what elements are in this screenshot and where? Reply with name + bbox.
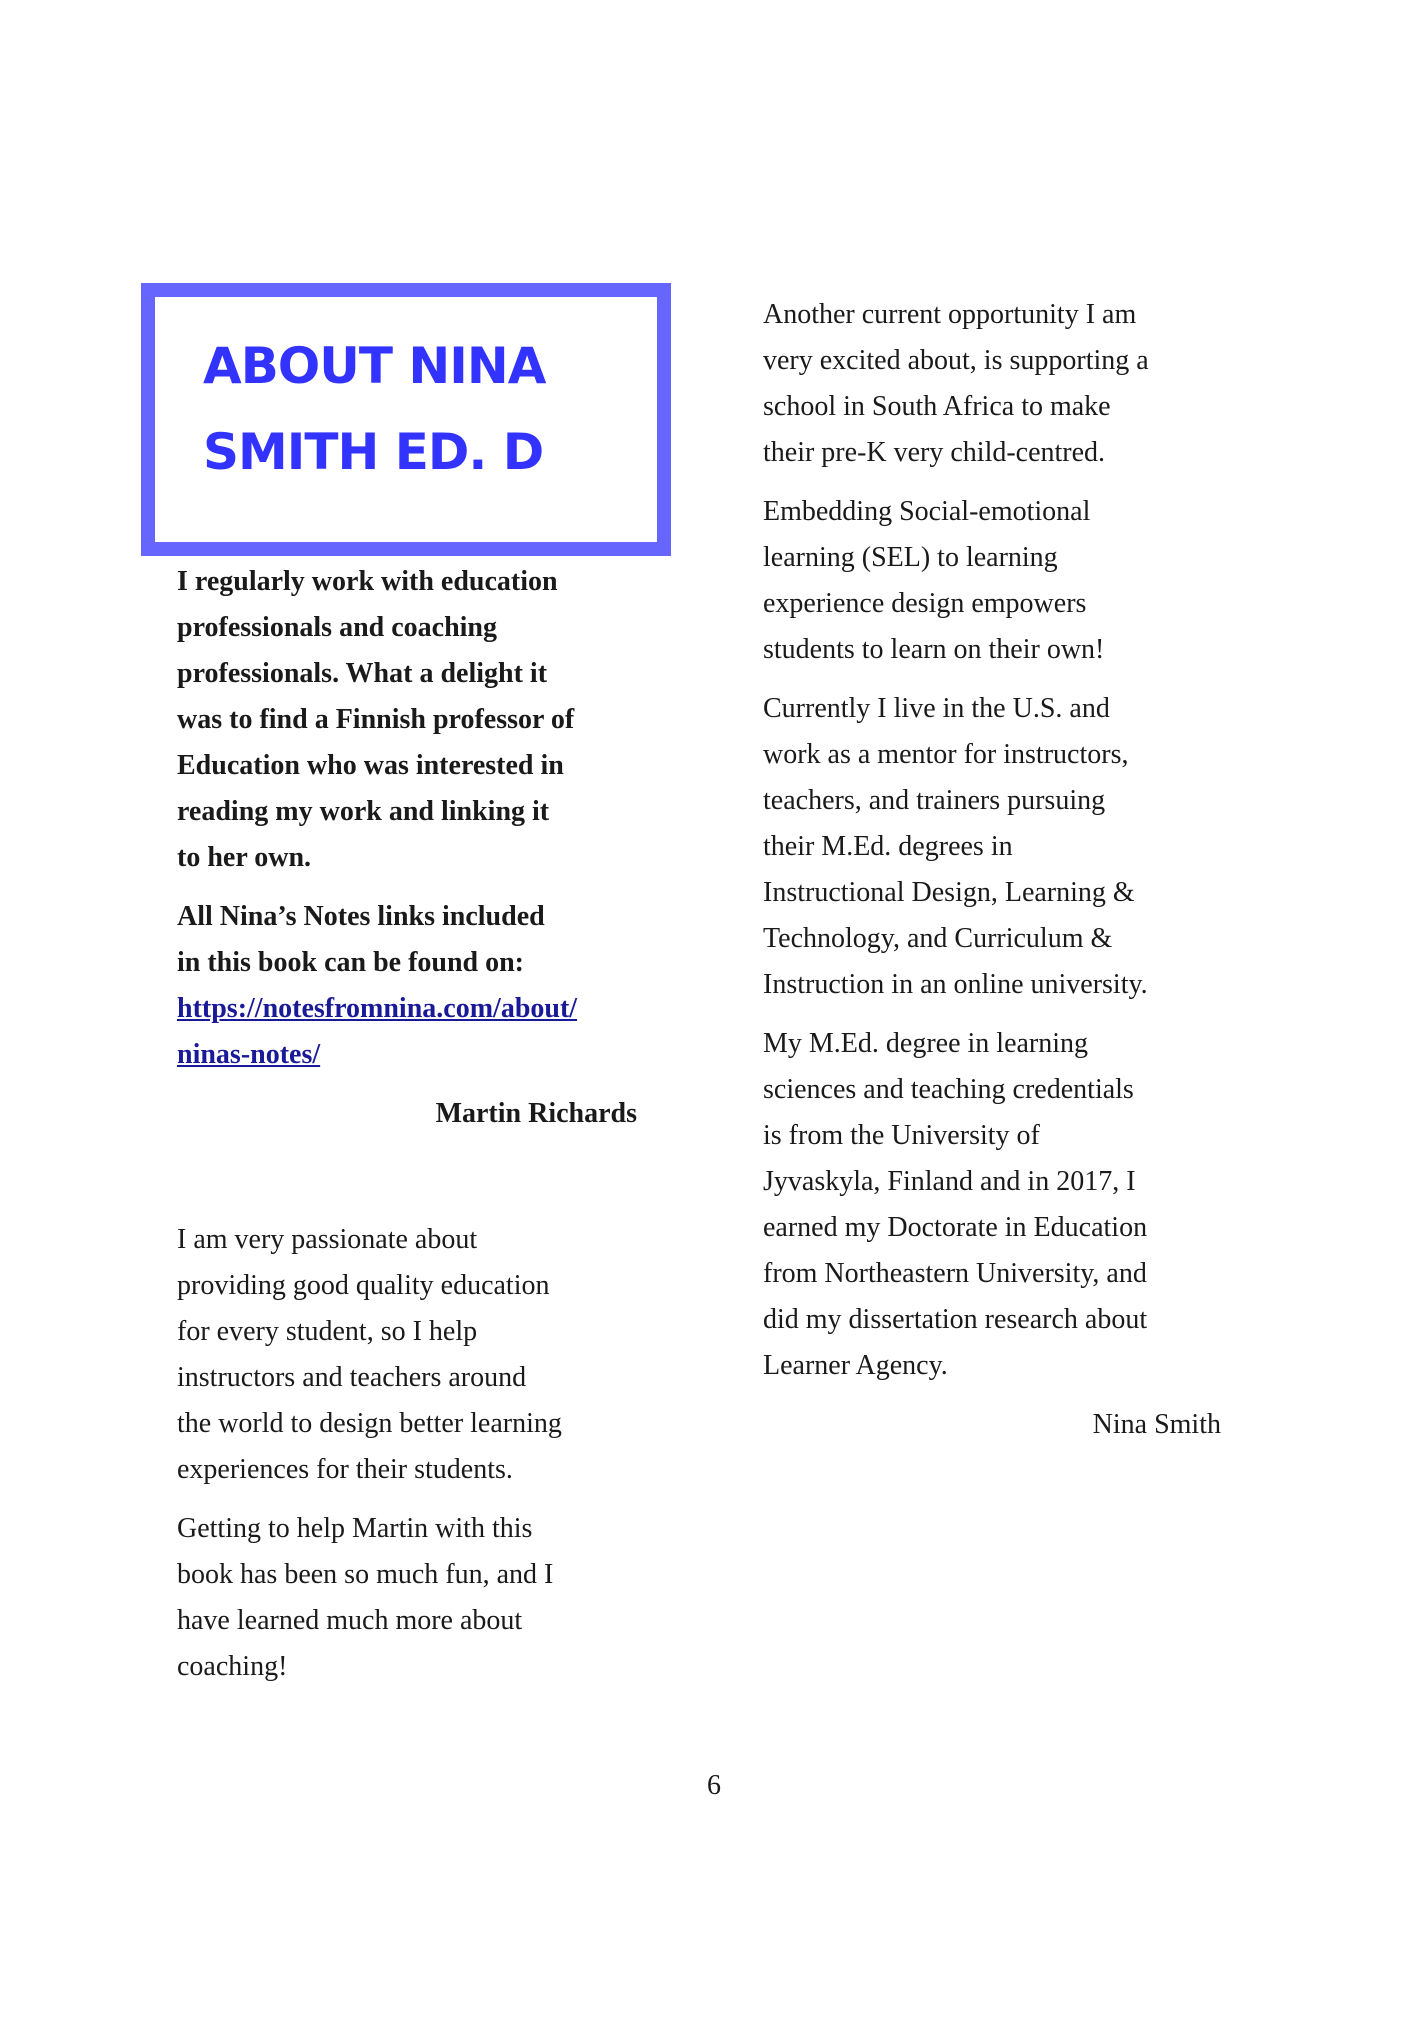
text-line: Instructional Design, Learning &: [763, 877, 1135, 908]
text-line: the world to design better learning: [177, 1408, 562, 1439]
signature-nina: Nina Smith: [1092, 1409, 1221, 1440]
paragraph: [177, 1217, 637, 1493]
paragraph: [763, 489, 1221, 673]
text-line: Education who was interested in: [177, 750, 564, 781]
text-line: from Northeastern University, and: [763, 1258, 1147, 1289]
text-line: Jyvaskyla, Finland and in 2017, I: [763, 1166, 1136, 1197]
text-line: learning (SEL) to learning: [763, 542, 1058, 573]
text-line: did my dissertation research about: [763, 1304, 1148, 1335]
text-line: teachers, and trainers pursuing: [763, 785, 1106, 816]
text-line: providing good quality education: [177, 1270, 550, 1301]
text-line: professionals. What a delight it: [177, 658, 548, 689]
left-column-top: [177, 559, 637, 1150]
text-line: sciences and teaching credentials: [763, 1074, 1134, 1105]
signature-martin: Martin Richards: [435, 1098, 637, 1129]
text-line: is from the University of: [763, 1120, 1040, 1151]
text-line: school in South Africa to make: [763, 391, 1111, 422]
text-line: I am very passionate about: [177, 1224, 478, 1255]
paragraph: [763, 686, 1221, 1008]
text-line: their M.Ed. degrees in: [763, 831, 1013, 862]
text-line: Another current opportunity I am: [763, 299, 1137, 330]
page-title-line-1: ABOUT NINA: [203, 337, 546, 395]
text-line: students to learn on their own!: [763, 634, 1105, 665]
text-line: coaching!: [177, 1651, 288, 1682]
text-line: Instruction in an online university.: [763, 969, 1148, 1000]
text-line: to her own.: [177, 842, 312, 873]
text-line: Currently I live in the U.S. and: [763, 693, 1110, 724]
intro-paragraph: [177, 559, 637, 881]
text-line: professionals and coaching: [177, 612, 497, 643]
text-line: work as a mentor for instructors,: [763, 739, 1129, 770]
text-line: experiences for their students.: [177, 1454, 513, 1485]
text-line: experience design empowers: [763, 588, 1087, 619]
paragraph: [177, 1506, 637, 1690]
text-line: very excited about, is supporting a: [763, 345, 1149, 376]
text-line: their pre-K very child-centred.: [763, 437, 1106, 468]
text-line: in this book can be found on:: [177, 947, 525, 978]
page-number: 6: [707, 1770, 721, 1801]
ninas-notes-link[interactable]: [177, 986, 637, 1078]
text-line: Technology, and Curriculum &: [763, 923, 1113, 954]
text-line: was to find a Finnish professor of: [177, 704, 575, 735]
text-line: Learner Agency.: [763, 1350, 948, 1381]
left-column-bottom: [177, 1217, 637, 1703]
text-line: instructors and teachers around: [177, 1362, 527, 1393]
paragraph: [763, 292, 1221, 476]
paragraph: [763, 1021, 1221, 1389]
text-line: All Nina’s Notes links included: [177, 901, 545, 932]
text-line: for every student, so I help: [177, 1316, 478, 1347]
text-line: Embedding Social-emotional: [763, 496, 1091, 527]
text-line: reading my work and linking it: [177, 796, 550, 827]
page-title-line-2: SMITH ED. D: [203, 423, 544, 481]
title-box: [141, 283, 671, 556]
text-line: book has been so much fun, and I: [177, 1559, 554, 1590]
right-column: [763, 292, 1221, 1461]
text-line: earned my Doctorate in Education: [763, 1212, 1148, 1243]
text-line: ninas-notes/: [177, 1039, 321, 1070]
text-line: My M.Ed. degree in learning: [763, 1028, 1089, 1059]
text-line: have learned much more about: [177, 1605, 523, 1636]
links-paragraph: [177, 894, 637, 1078]
text-line: https://notesfromnina.com/about/: [177, 993, 578, 1024]
text-line: Getting to help Martin with this: [177, 1513, 533, 1544]
text-line: I regularly work with education: [177, 566, 558, 597]
